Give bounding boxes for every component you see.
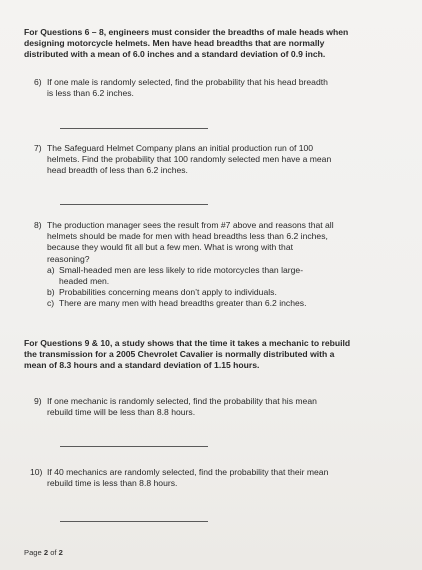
- question-line: helmets. Find the probability that 100 randomly selected men have a mean: [47, 154, 332, 165]
- question-9: [34, 396, 414, 418]
- question-line: is less than 6.2 inches.: [47, 88, 134, 99]
- option-b[interactable]: [47, 287, 414, 298]
- intro-line: For Questions 6 – 8, engineers must consider the breadths of male heads when: [24, 27, 349, 37]
- question-6: [34, 77, 414, 99]
- question-line: If 40 mechanics are randomly selected, find the probability that their mean: [47, 467, 329, 477]
- question-line: head breadth of less than 6.2 inches.: [47, 165, 188, 176]
- intro-line: the transmission for a 2005 Chevrolet Cavalier is normally distributed with a: [24, 349, 335, 360]
- footer-prefix: Page: [24, 548, 44, 557]
- intro-line: mean of 8.3 hours and a standard deviation of 1.15 hours.: [24, 360, 260, 371]
- footer-page-total: 2: [58, 548, 63, 557]
- question-7: [34, 143, 414, 177]
- option-c[interactable]: [47, 298, 414, 309]
- footer-middle: of: [48, 548, 59, 557]
- option-letter: b): [47, 287, 55, 298]
- option-line: There are many men with head breadths greater than 6.2 inches.: [59, 298, 307, 309]
- question-line: If one male is randomly selected, find the probability that his head breadth: [47, 77, 328, 87]
- intro-questions-6-8: [24, 27, 414, 61]
- intro-questions-9-10: [24, 338, 416, 372]
- question-line: rebuild time is less than 8.8 hours.: [47, 478, 178, 489]
- question-line: If one mechanic is randomly selected, find the probability that his mean: [47, 396, 317, 406]
- question-number: 8): [34, 220, 42, 230]
- option-line: headed men.: [59, 276, 110, 287]
- question-number: 7): [34, 143, 42, 153]
- question-line: helmets should be made for men with head breadths less than 6.2 inches,: [47, 231, 328, 242]
- option-letter: c): [47, 298, 55, 309]
- option-line: Probabilities concerning means don’t apply to individuals.: [59, 287, 277, 298]
- answer-line-7[interactable]: [60, 204, 208, 205]
- question-number: 10): [30, 467, 43, 477]
- question-line: rebuild time will be less than 8.8 hours.: [47, 407, 196, 418]
- question-number: 9): [34, 396, 42, 406]
- intro-line: distributed with a mean of 6.0 inches and a standard deviation of 0.9 inch.: [24, 49, 326, 60]
- intro-line: For Questions 9 & 10, a study shows that the time it takes a mechanic to rebuild: [24, 338, 351, 348]
- question-line: The production manager sees the result from #7 above and reasons that all: [47, 220, 334, 230]
- option-line: Small-headed men are less likely to ride motorcycles than large-: [59, 264, 304, 275]
- footer-page-number: 2: [43, 548, 49, 557]
- option-letter: a): [47, 264, 55, 275]
- answer-line-10[interactable]: [60, 521, 208, 522]
- page-footer: [24, 548, 63, 558]
- question-number: 6): [34, 77, 42, 87]
- question-line: because they would fit all but a few men. What is wrong with that: [47, 242, 294, 253]
- answer-line-6[interactable]: [60, 128, 208, 129]
- answer-line-9[interactable]: [60, 446, 208, 447]
- intro-line: designing motorcycle helmets. Men have head breadths that are normally: [24, 38, 325, 49]
- question-line: The Safeguard Helmet Company plans an initial production run of 100: [47, 143, 314, 153]
- question-10: [30, 467, 415, 489]
- question-line: reasoning?: [47, 253, 90, 264]
- question-8: [34, 220, 414, 310]
- option-a[interactable]: [47, 265, 414, 287]
